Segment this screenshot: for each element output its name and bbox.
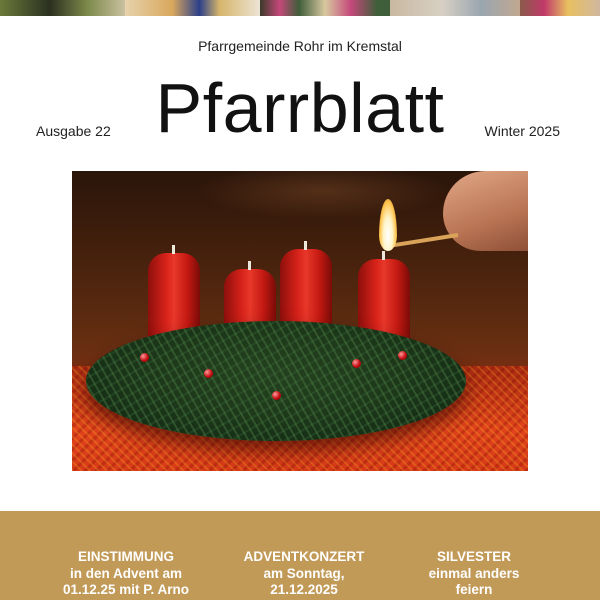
issue-number: Ausgabe 22	[36, 123, 111, 139]
events-banner	[0, 511, 600, 600]
berry	[204, 369, 213, 378]
berry	[352, 359, 361, 368]
event-adventkonzert	[229, 549, 379, 599]
event-silvester	[399, 549, 549, 599]
organization-name: Pfarrgemeinde Rohr im Kremstal	[198, 38, 402, 54]
event-detail: 21.12.2025	[270, 582, 338, 597]
hand	[443, 171, 528, 251]
event-title: EINSTIMMUNG	[78, 549, 174, 564]
event-title: ADVENTKONZERT	[243, 549, 365, 564]
event-detail: einmal anders	[428, 565, 520, 581]
flowers-photo	[260, 0, 390, 16]
publication-title: Pfarrblatt	[155, 69, 445, 147]
event-detail: in den Advent am	[69, 565, 182, 581]
fir-wreath	[86, 321, 466, 441]
event-einstimmung	[51, 549, 201, 599]
issue-season: Winter 2025	[484, 123, 560, 139]
garden-photo	[0, 0, 125, 16]
event-title: SILVESTER	[436, 549, 511, 564]
event-detail: 01.12.25 mit P. Arno	[62, 582, 190, 597]
berry	[272, 391, 281, 400]
berry	[398, 351, 407, 360]
event-detail: feiern	[455, 582, 493, 597]
event-detail: am Sonntag,	[263, 565, 345, 581]
fresco-photo	[390, 0, 520, 16]
berry	[140, 353, 149, 362]
events-list	[0, 549, 600, 599]
flame	[379, 199, 397, 251]
header-photo-strip	[0, 0, 600, 16]
match-stick	[392, 233, 458, 247]
advent-wreath-photo	[72, 171, 528, 471]
angel-figure-photo	[125, 0, 260, 16]
gold-figure-photo	[520, 0, 600, 16]
